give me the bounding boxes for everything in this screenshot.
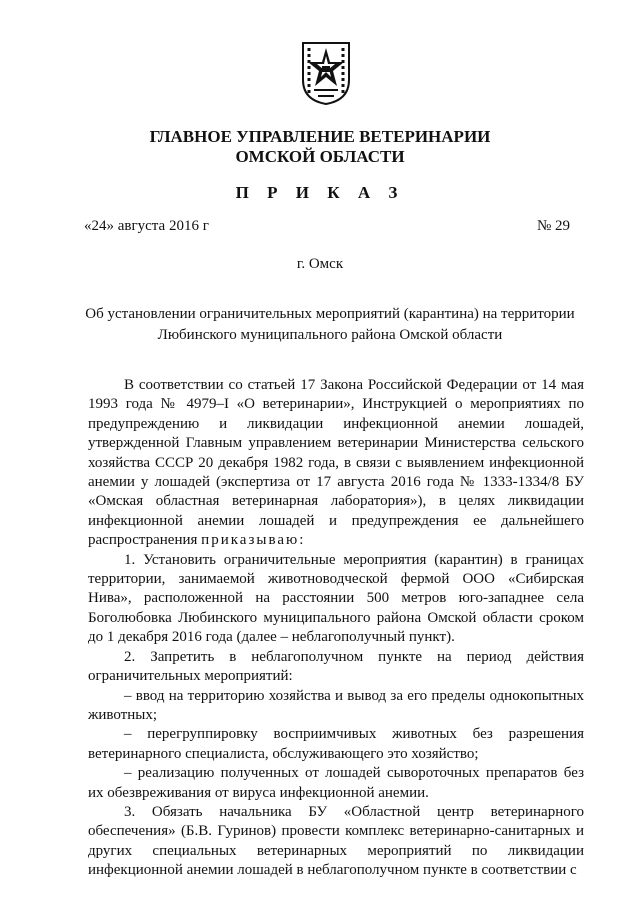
- order-body: [88, 376, 584, 881]
- order-city: г. Омск: [296, 256, 344, 272]
- org-name-line1: ГЛАВНОЕ УПРАВЛЕНИЕ ВЕТЕРИНАРИИ: [149, 127, 491, 146]
- order-number: № 29: [536, 218, 570, 234]
- item-2: 2. Запретить в неблагополучном пункте на период действия ограничительных мероприятий:: [88, 648, 584, 685]
- org-name-line2: ОМСКОЙ ОБЛАСТИ: [235, 147, 405, 166]
- item-3: 3. Обязать начальника БУ «Областной центр ветеринарного обеспечения» (Б.В. Гуринов) провести комплекс ветеринарно-санитарных и других специальных ветеринарных мероприятий по ликвидации инфекционной анемии лошадей в неблагополучном пункте в соответствии с: [88, 803, 584, 879]
- item-1: 1. Установить ограничительные мероприятия (карантин) в границах территории, занимаемой животноводческой фермой ООО «Сибирская Нива», расположенной на расстоянии 500 метров юго-западнее села Боголюбовка Любинского муниципального района Омской области сроком до 1 декабря 2016 года (далее – неблагополучный пункт).: [88, 551, 584, 646]
- item-2-b: – перегруппировку восприимчивых животных без разрешения ветеринарного специалиста, обслуживающего это хозяйство;: [88, 726, 584, 762]
- order-subject: [80, 304, 580, 346]
- subject-line2: Любинского муниципального района Омской области: [157, 327, 503, 343]
- document-type-title: П Р И К А З: [235, 183, 405, 202]
- order-word: приказываю: [201, 532, 300, 549]
- item-2-c: – реализацию полученных от лошадей сывороточных препаратов без их обезвреживания от вируса инфекционной анемии.: [88, 765, 584, 801]
- omsk-coat-of-arms-icon: [300, 40, 352, 106]
- preamble-text: В соответствии со статьей 17 Закона Российской Федерации от 14 мая 1993 года № 4979–I «О ветеринарии», Инструкцией о мероприятиях по предупреждению и ликвидации инфекционной анемии лошадей, утвержденной Главным управлением ветеринарии Министерства сельского хозяйства СССР 20 декабря 1982 года, в связи с выявлением инфекционной анемии у лошадей (экспертиза от 17 августа 2016 года № 1333-1334/8 БУ «Омская областная ветеринарная лаборатория»), в целях ликвидации инфекционной анемии лошадей и предупреждения ее дальнейшего распространения: [88, 377, 584, 549]
- order-date: «24» августа 2016 г: [84, 218, 209, 234]
- subject-line1: Об установлении ограничительных мероприятий (карантина) на территории: [85, 306, 575, 322]
- preamble-paragraph: В соответствии со статьей 17 Закона Российской Федерации от 14 мая 1993 года № 4979–I «О ветеринарии», Инструкцией о мероприятиях по предупреждению и ликвидации инфекционной анемии лошадей, утвержденной Главным управлением ветеринарии Министерства сельского хозяйства СССР 20 декабря 1982 года, в связи с выявлением инфекционной анемии у лошадей (экспертиза от 17 августа 2016 года № 1333-1334/8 БУ «Омская областная ветеринарная лаборатория»), в целях ликвидации инфекционной анемии лошадей и предупреждения ее дальнейшего распространения приказываю:: [88, 377, 584, 549]
- item-2-a: – ввод на территорию хозяйства и вывод за его пределы однокопытных животных;: [88, 687, 584, 723]
